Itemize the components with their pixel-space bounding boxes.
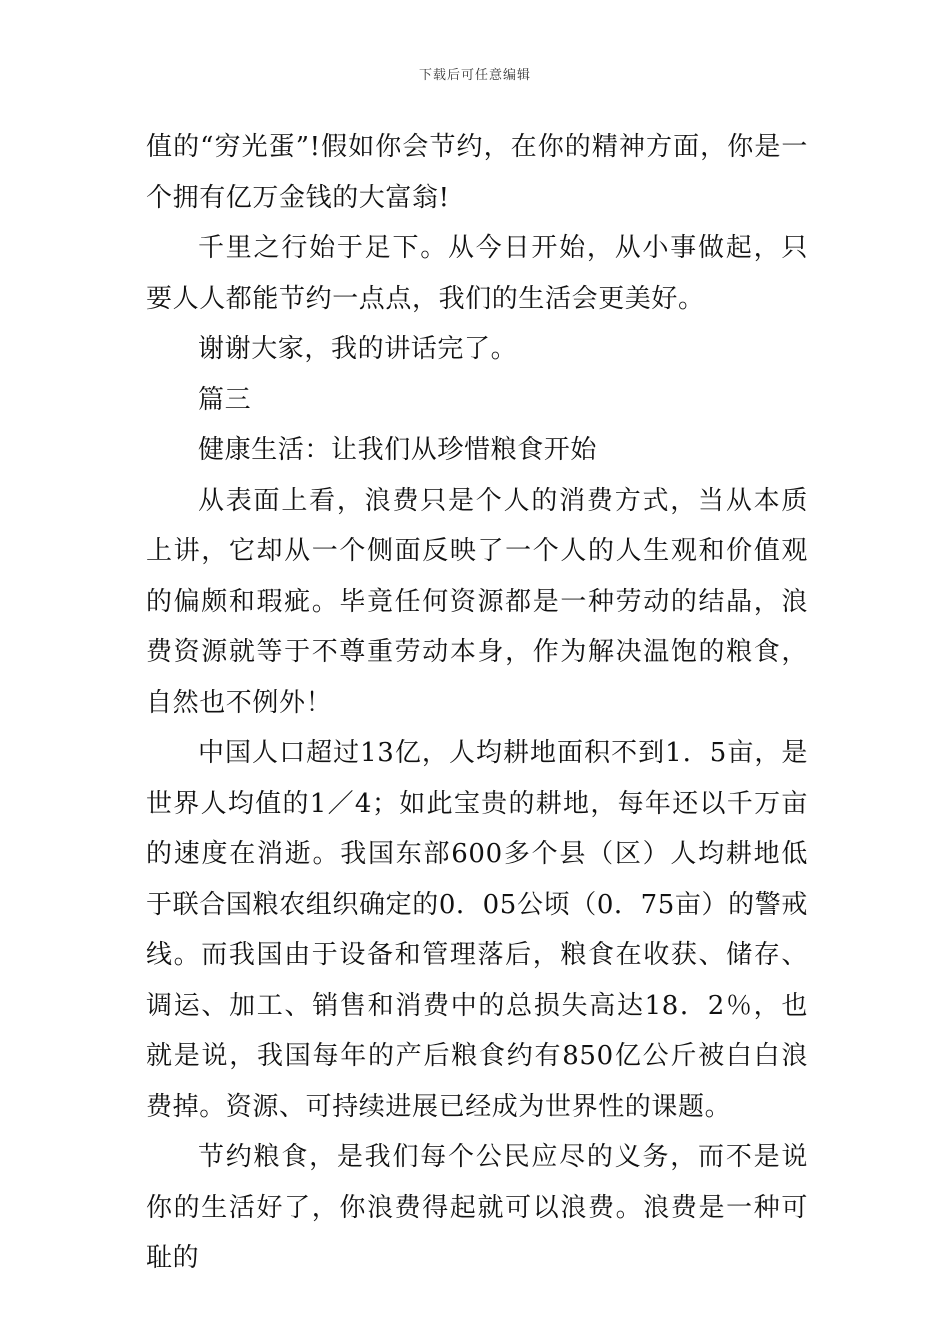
paragraph-continuation: 值的“穷光蛋”!假如你会节约，在你的精神方面，你是一个拥有亿万金钱的大富翁! (146, 132, 808, 213)
page-header: 下载后可任意编辑 (418, 68, 531, 83)
paragraph-waste: 从表面上看，浪费只是个人的消费方式，当从本质上讲，它却从一个侧面反映了一个人的人生观和价值观的偏颇和瑕疵。毕竟任何资源都是一种劳动的结晶，浪费资源就等于不尊重劳动本身，作为解决温饱的粮食，自然也不例外！ (146, 485, 808, 718)
paragraph-statistics: 中国人口超过13亿，人均耕地面积不到1．5亩，是世界人均值的1／4；如此宝贵的耕地，每年还以千万亩的速度在消逝。我国东部600多个县（区）人均耕地低于联合国粮农组织确定的0．05公顷（0．75亩）的警戒线。而我国由于设备和管理落后，粮食在收获、储存、调运、加工、销售和消费中的总损失高达18．2％，也就是说，我国每年的产后粮食约有850亿公斤被白白浪费掉。资源、可持续进展已经成为世界性的课题。 (146, 738, 808, 1122)
section-title: 健康生活：让我们从珍惜粮食开始 (198, 435, 598, 465)
paragraph-duty: 节约粮食，是我们每个公民应尽的义务，而不是说你的生活好了，你浪费得起就可以浪费。浪费是一种可耻的 (146, 1142, 808, 1273)
document-body (146, 122, 808, 1284)
paragraph-conclusion: 千里之行始于足下。从今日开始，从小事做起，只要人人都能节约一点点，我们的生活会更美好。 (146, 233, 808, 314)
paragraph-thanks: 谢谢大家，我的讲话完了。 (198, 334, 518, 364)
section-heading: 篇三 (198, 384, 252, 415)
